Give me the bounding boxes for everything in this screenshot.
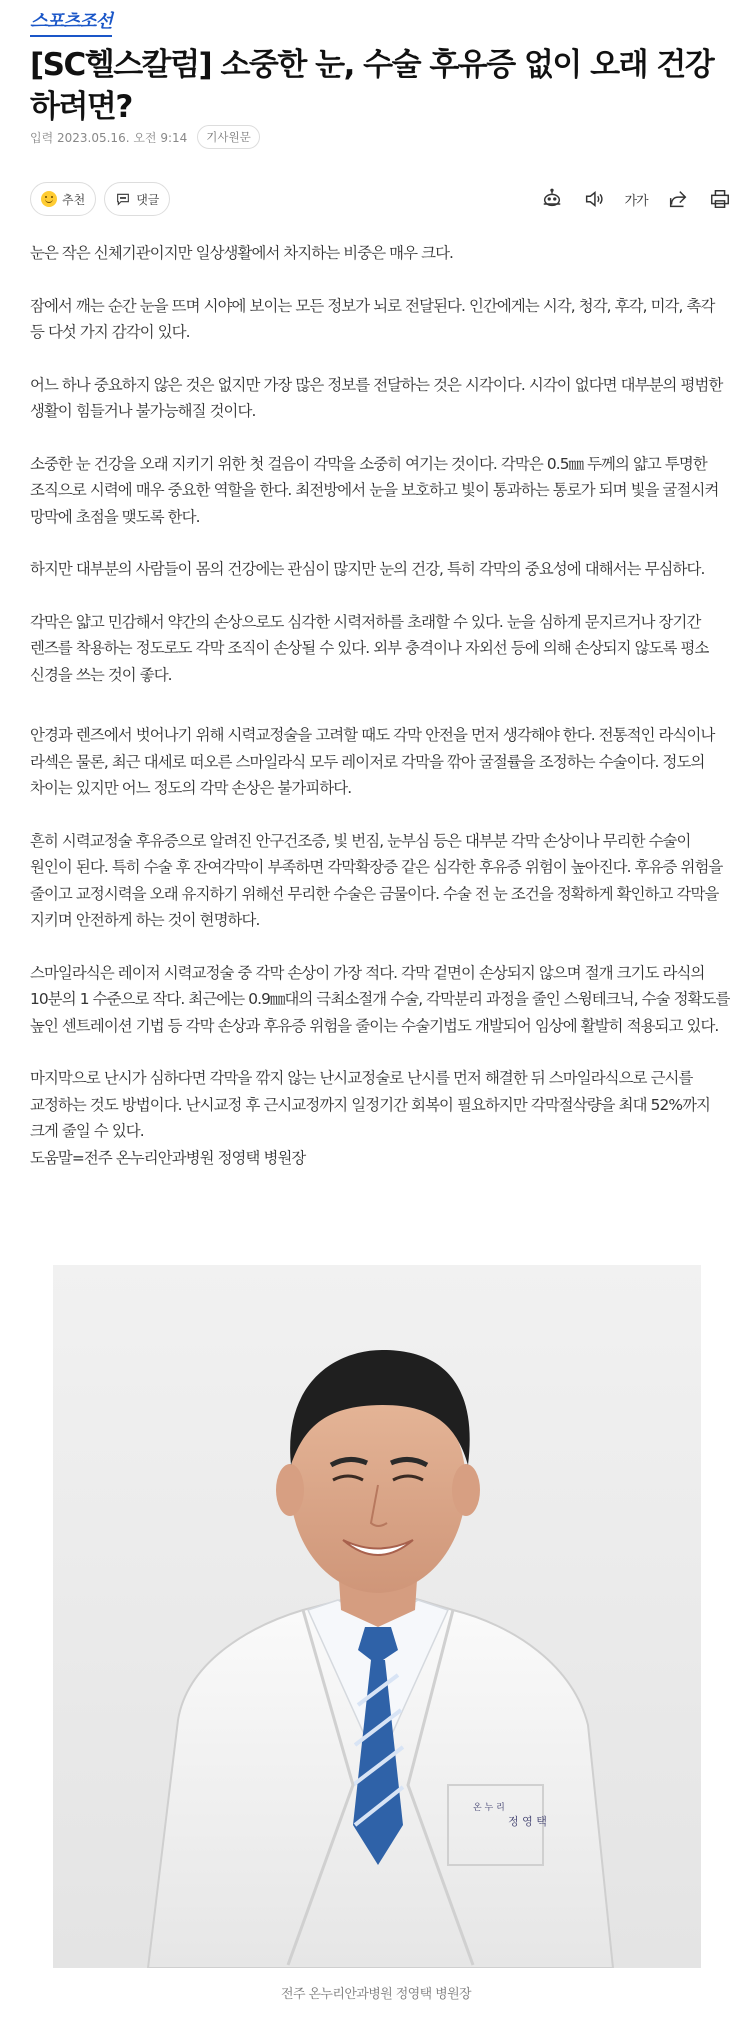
- comment-label: 댓글: [136, 192, 160, 207]
- paragraph: 잠에서 깨는 순간 눈을 뜨며 시야에 보이는 모든 정보가 뇌로 전달된다. 인간에게는 시각, 청각, 후각, 미각, 촉각 등 다섯 가지 감각이 있다.: [30, 296, 715, 341]
- reaction-group: [30, 182, 170, 216]
- doctor-portrait-illustration: [53, 1265, 701, 1968]
- tool-group: [540, 187, 732, 211]
- paragraph: 하지만 대부분의 사람들이 몸의 건강에는 관심이 많지만 눈의 건강, 특히 각막의 중요성에 대해서는 무심하다.: [30, 560, 705, 578]
- listen-button[interactable]: [582, 187, 606, 211]
- share-button[interactable]: [666, 187, 690, 211]
- badge-hospital-text: 온 누 리: [473, 1803, 505, 1813]
- robot-icon: [541, 188, 563, 210]
- article-meta: [30, 125, 260, 149]
- share-icon: [667, 188, 689, 210]
- badge-name-text: 정 영 택: [508, 1815, 547, 1828]
- printer-icon: [709, 188, 731, 210]
- article-credit: 도움말=전주 온누리안과병원 정영택 병원장: [30, 1148, 306, 1167]
- paragraph: 마지막으로 난시가 심하다면 각막을 깎지 않는 난시교정술로 난시를 먼저 해결한 뒤 스마일라식으로 근시를 교정하는 것도 방법이다. 난시교정 후 근시교정까지 일정기간 회복이 필요하지만 각막절삭량을 최대 52%까지 크게 줄일 수 있다.: [30, 1069, 711, 1140]
- original-source-button[interactable]: 기사원문: [197, 125, 259, 149]
- paragraph: 눈은 작은 신체기관이지만 일상생활에서 차지하는 비중은 매우 크다.: [30, 244, 454, 262]
- article-action-bar: [30, 182, 732, 216]
- paragraph: 스마일라식은 레이저 시력교정술 중 각막 손상이 가장 적다. 각막 겉면이 손상되지 않으며 절개 크기도 라식의 10분의 1 수준으로 작다. 최근에는 0.9㎜대의 극최소절개 수술, 각막분리 과정을 줄인 스윙테크닉, 수술 정확도를 높인 센트레이션 기법 등 각막 손상과 후유증 위험을 줄이는 수술기법도 개발되어 임상에 활발히 적용되고 있다.: [30, 963, 730, 1035]
- published-time: 입력 2023.05.16. 오전 9:14: [30, 130, 188, 145]
- comment-button[interactable]: [104, 182, 170, 216]
- print-button[interactable]: [708, 187, 732, 211]
- doctor-photo: [53, 1265, 701, 1968]
- photo-caption: 전주 온누리안과병원 정영택 병원장: [281, 1987, 471, 2002]
- paragraph: 안경과 렌즈에서 벗어나기 위해 시력교정술을 고려할 때도 각막 안전을 먼저 생각해야 한다. 전통적인 라식이나 라섹은 물론, 최근 대세로 떠오른 스마일라식 모두 레이저로 각막을 깎아 굴절률을 조정하는 수술이다. 정도의 차이는 있지만 어느 정도의 각막 손상은 불가피하다.: [30, 726, 715, 797]
- article-title: [SC헬스칼럼] 소중한 눈, 수술 후유증 없이 오래 건강하려면?: [30, 47, 714, 125]
- summary-robot-button[interactable]: [540, 187, 564, 211]
- paragraph: 흔히 시력교정술 후유증으로 알려진 안구건조증, 빛 번짐, 눈부심 등은 대부분 각막 손상이나 무리한 수술이 원인이 된다. 특히 수술 후 잔여각막이 부족하면 각막확장증 같은 심각한 후유증 위험이 높아진다. 후유증 위험을 줄이고 교정시력을 오래 유지하기 위해선 무리한 수술은 금물이다. 수술 전 눈 조건을 정확하게 확인하고 각막을 지키며 안전하게 하는 것이 현명하다.: [30, 831, 723, 929]
- speaker-icon: [583, 188, 605, 210]
- speech-bubble-icon: [115, 191, 131, 207]
- smile-emoji-icon: [41, 191, 57, 207]
- article-body: [30, 240, 730, 1197]
- paragraph: 소중한 눈 건강을 오래 지키기 위한 첫 걸음이 각막을 소중히 여기는 것이다. 각막은 0.5㎜ 두께의 얇고 투명한 조직으로 시력에 매우 중요한 역할을 한다. 최전방에서 눈을 보호하고 빛이 통과하는 통로가 되며 빛을 굴절시켜 망막에 초점을 맺도록 한다.: [30, 454, 719, 526]
- paragraph: 어느 하나 중요하지 않은 것은 없지만 가장 많은 정보를 전달하는 것은 시각이다. 시각이 없다면 대부분의 평범한 생활이 힘들거나 불가능해질 것이다.: [30, 375, 723, 420]
- paragraph: 각막은 얇고 민감해서 약간의 손상으로도 심각한 시력저하를 초래할 수 있다. 눈을 심하게 문지르거나 장기간 렌즈를 착용하는 정도로도 각막 조직이 손상될 수 있다. 외부 충격이나 자외선 등에 의해 손상되지 않도록 평소 신경을 쓰는 것이 좋다.: [30, 612, 709, 684]
- font-size-button[interactable]: 가가: [624, 193, 648, 209]
- recommend-label: 추천: [62, 192, 86, 207]
- brand-name[interactable]: 스포츠조선: [30, 7, 112, 35]
- recommend-button[interactable]: [30, 182, 96, 216]
- brand-logo[interactable]: [30, 10, 112, 32]
